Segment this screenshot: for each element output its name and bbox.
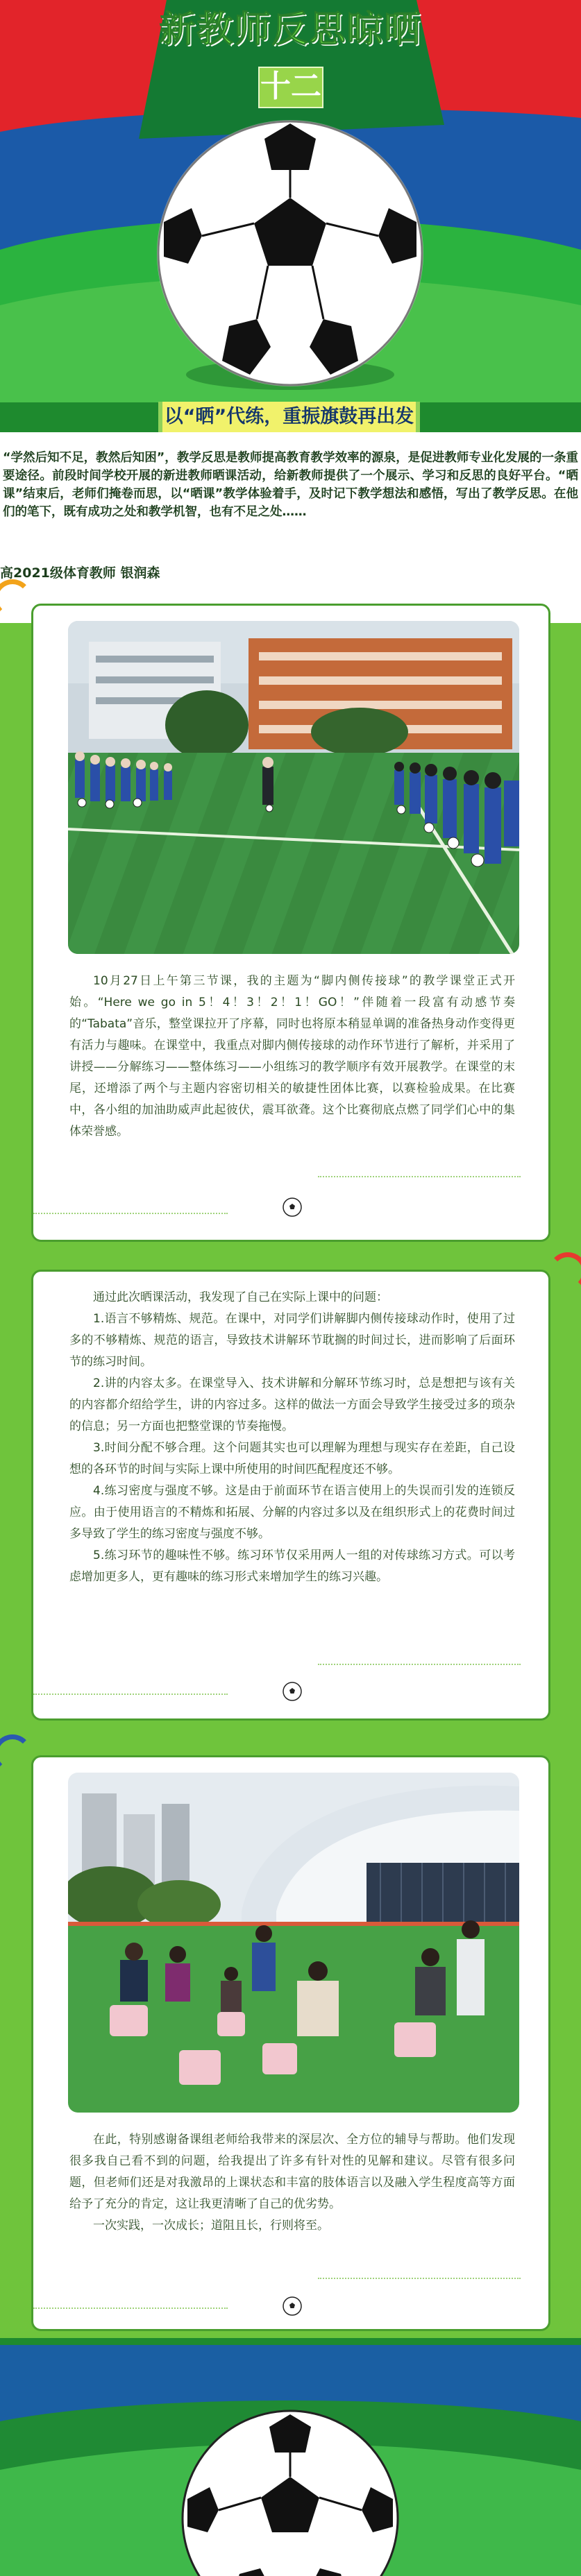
teachers-seminar-photo — [68, 1773, 519, 2113]
card-2-paragraph-2: 1.语言不够精炼、规范。在课中，对同学们讲解脚内侧传接球动作时，使用了过多的不够精炼、规范的语言，导致技术讲解环节耽搁的时间过长，进而影响了后面环节的练习时间。 — [69, 1312, 515, 1369]
header-section — [0, 0, 581, 402]
soccer-ball-icon — [282, 2296, 303, 2317]
reflection-card-1 — [31, 604, 550, 1242]
card-1-text — [69, 971, 515, 1143]
footer-background — [0, 2345, 581, 2576]
divider — [318, 1664, 521, 1665]
divider — [318, 1176, 521, 1177]
reflection-card-2 — [31, 1270, 550, 1721]
ring-decoration-icon — [548, 1252, 581, 1291]
divider — [33, 1694, 228, 1695]
card-2-paragraph-6: 5.练习环节的趣味性不够。练习环节仅采用两人一组的对传球练习方式。可以考虑增加更多人，更有趣味的练习形式来增加学生的练习兴趣。 — [69, 1549, 515, 1584]
card-1-paragraph-1: 10月27日上午第三节课，我的主题为“脚内侧传接球”的教学课堂正式开始。“Here we go in 5！4！3！2！1！GO！”伴随着一段富有动感节奏的“Tabata”音乐，整堂课拉开了序幕，同时也将原本稍显单调的准备热身动作变得更有活力与趣味。在课堂中，我重点对脚内侧传接球的动作环节进行了解析，并采用了讲授——分解练习——整体练习——小组练习的教学顺序有效开展教学。在课堂的末尾，还增添了两个与主题内容密切相关的敏捷性团体比赛，以赛检验成果。在比赛中，各小组的加油助威声此起彼伏，震耳欲聋。这个比赛彻底点燃了同学们心中的集体荣誉感。 — [69, 974, 515, 1138]
intro-paragraph: “学然后知不足，教然后知困”，教学反思是教师提高教育教学效率的源泉，是促进教师专业化发展的一条重要途径。前段时间学校开展的新进教师晒课活动，给新教师提供了一个展示、学习和反思的良好平台。“晒课”结束后，老师们掩卷而思，以“晒课”教学体验着手，及时记下教学想法和感悟，写出了教学反思。在他们的笔下，既有成功之处和教学机智，也有不足之处…… — [3, 451, 578, 519]
page-title: 新教师反思晾晒 — [159, 9, 422, 51]
soccer-ball-icon — [282, 1681, 303, 1702]
photo-illustration — [68, 621, 519, 954]
card-2-paragraph-4: 3.时间分配不够合理。这个问题其实也可以理解为理想与现实存在差距，自己设想的各环节的时间与实际上课中所使用的时间匹配程度还不够。 — [69, 1441, 515, 1476]
card-3-text — [69, 2129, 515, 2237]
photo-illustration — [68, 1773, 519, 2113]
divider — [33, 2308, 228, 2309]
reflection-card-3 — [31, 1755, 550, 2331]
header-background — [0, 0, 581, 402]
card-3-paragraph-2: 一次实践，一次成长；道阻且长，行则将至。 — [93, 2219, 329, 2233]
author-line: 高2021级体育教师 银润森 — [0, 565, 160, 581]
subtitle-banner: 以“晒”代练，重振旗鼓再出发 — [158, 402, 420, 432]
card-3-paragraph-1: 在此，特别感谢备课组老师给我带来的深层次、全方位的辅导与帮助。他们发现很多我自己看不到的问题，给我提出了许多有针对性的见解和建议。尽管有很多问题，但老师们还是对我激昂的上课状态和丰富的肢体语言以及融入学生程度高等方面给予了充分的肯定，这让我更清晰了自己的优劣势。 — [69, 2133, 515, 2211]
card-2-text — [69, 1287, 515, 1588]
intro-section — [0, 432, 581, 623]
divider — [33, 1213, 228, 1214]
divider — [318, 2278, 521, 2279]
card-2-paragraph-3: 2.讲的内容太多。在课堂导入、技术讲解和分解环节练习时，总是想把与该有关的内容都介绍给学生，讲的内容过多。这样的做法一方面会导致学生接受过多的琐杂的信息；另一方面也把整堂课的节奏拖慢。 — [69, 1376, 515, 1433]
issue-number-badge: 十二 — [258, 67, 323, 108]
football-class-photo — [68, 621, 519, 954]
card-2-paragraph-1: 通过此次晒课活动，我发现了自己在实际上课中的问题： — [93, 1290, 388, 1304]
footer-section — [0, 2345, 581, 2576]
card-2-paragraph-5: 4.练习密度与强度不够。这是由于前面环节在语言使用上的失误而引发的连锁反应。由于使用语言的不精炼和拓展、分解的内容过多以及在组织形式上的花费时间过多导致了学生的练习密度与强度不够。 — [69, 1484, 515, 1541]
soccer-ball-icon — [282, 1197, 303, 1218]
soccer-ball-icon — [158, 121, 422, 385]
